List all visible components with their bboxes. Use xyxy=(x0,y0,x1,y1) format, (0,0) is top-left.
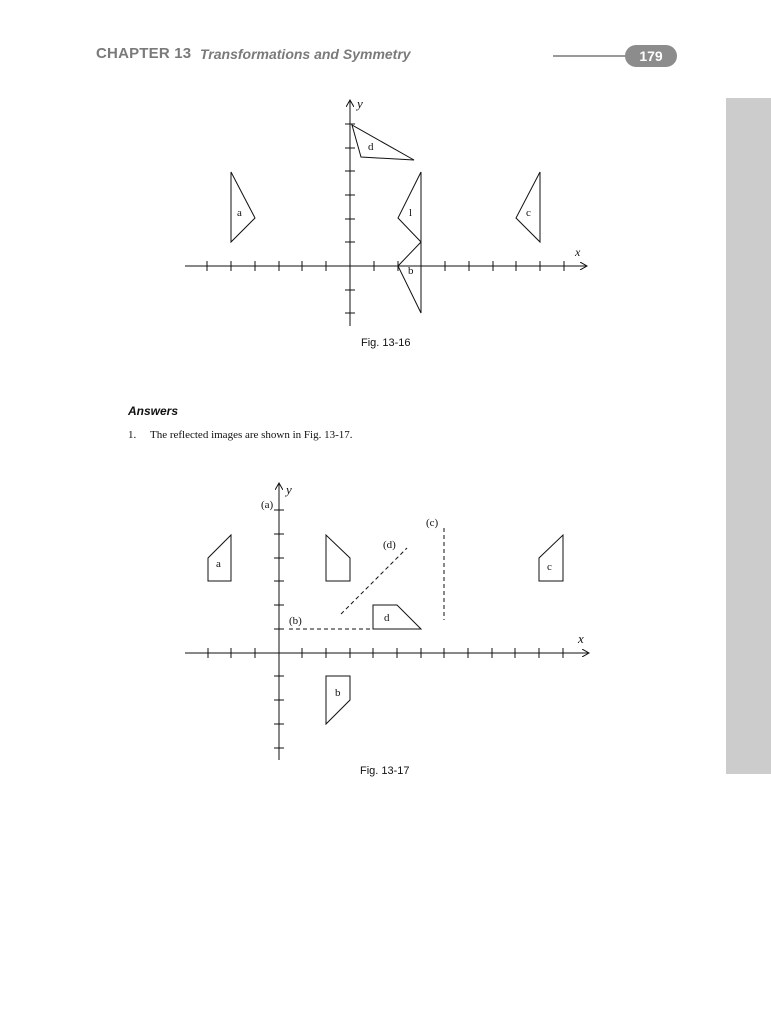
fig17-label-c: c xyxy=(547,561,552,573)
chapter-label: CHAPTER 13 xyxy=(96,45,192,62)
figure-13-17-caption: Fig. 13-17 xyxy=(360,765,410,777)
fig17-axis-x-label: x xyxy=(578,631,584,646)
figure-13-16-caption: Fig. 13-16 xyxy=(361,337,411,349)
fig16-axis-x-label: x xyxy=(575,245,581,259)
fig17-shape-b xyxy=(326,676,350,724)
fig17-label-b: b xyxy=(335,687,341,699)
chapter-title: Transformations and Symmetry xyxy=(200,46,411,62)
page-number-badge: 179 xyxy=(625,45,677,67)
fig16-label-l: l xyxy=(409,207,413,219)
fig17-shape-a-image xyxy=(326,535,350,581)
fig17-label-d: d xyxy=(384,612,390,624)
answer-number: 1. xyxy=(128,429,137,441)
fig17-line-label-b: (b) xyxy=(289,615,302,627)
fig17-line-label-d: (d) xyxy=(383,539,396,551)
fig17-shape-d xyxy=(373,605,421,629)
answers-heading: Answers xyxy=(128,404,179,418)
fig16-label-a: a xyxy=(237,207,242,219)
answer-text: The reflected images are shown in Fig. 13-17. xyxy=(150,429,353,441)
fig17-label-a: a xyxy=(216,558,221,570)
fig17-line-label-a: (a) xyxy=(261,499,274,511)
fig16-axis-y-label: y xyxy=(357,96,363,111)
fig16-label-d: d xyxy=(368,141,374,153)
fig17-line-label-c: (c) xyxy=(426,517,439,529)
fig16-label-b: b xyxy=(408,265,414,277)
fig17-line-d xyxy=(341,548,407,614)
fig17-axis-y-label: y xyxy=(286,482,292,497)
fig17-shape-c xyxy=(539,535,563,581)
fig16-label-c: c xyxy=(526,207,531,219)
